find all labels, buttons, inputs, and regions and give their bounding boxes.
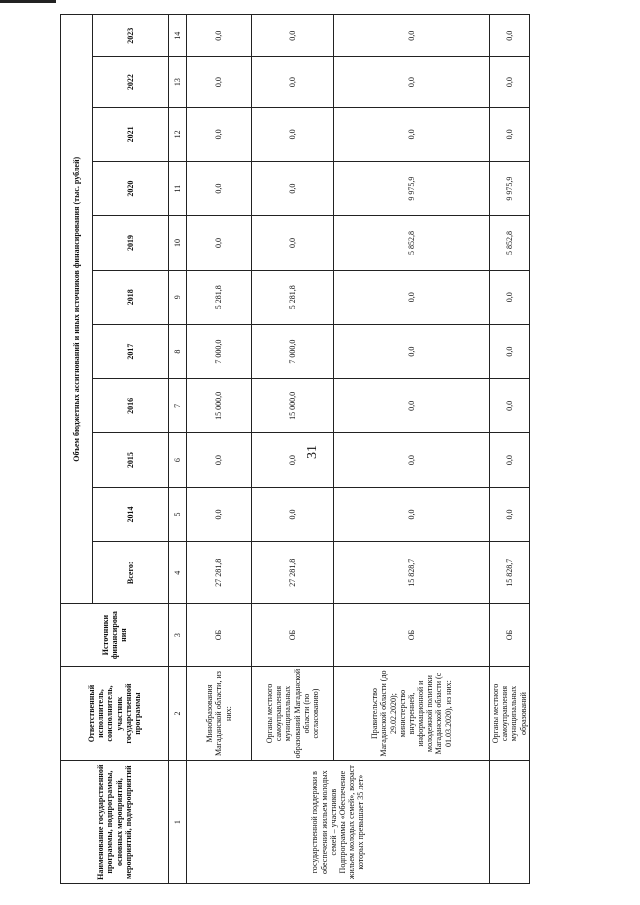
funding-table	[60, 14, 530, 884]
table-row	[334, 15, 490, 884]
col-number: 8	[169, 324, 187, 378]
value: 0,0	[187, 15, 252, 57]
header-year: 2014	[93, 487, 169, 541]
value: 0,0	[490, 433, 530, 487]
header-year: 2020	[93, 162, 169, 216]
value: 0,0	[490, 487, 530, 541]
value: 0,0	[187, 57, 252, 107]
scan-edge-mark	[0, 0, 56, 3]
source: ОБ	[490, 604, 530, 666]
header-executor: Ответственный исполнитель, соисполнитель, участник государственной программы	[61, 666, 169, 761]
empty-cell	[490, 761, 530, 884]
header-year: 2018	[93, 270, 169, 324]
header-year: 2017	[93, 324, 169, 378]
value: 0,0	[252, 57, 334, 107]
table-row	[187, 15, 252, 884]
value: 7 000,0	[187, 324, 252, 378]
value: 0,0	[187, 162, 252, 216]
table-row	[490, 15, 530, 884]
value: 0,0	[490, 15, 530, 57]
page-number: 31	[305, 445, 320, 459]
value: 0,0	[334, 107, 490, 161]
value: 5 281,8	[252, 270, 334, 324]
value: 0,0	[187, 216, 252, 270]
header-funding-title: Объем бюджетных ассигнований и иных источников финансирования (тыс. рублей)	[61, 15, 93, 604]
rotated-table-wrapper	[60, 14, 528, 884]
value: 9 975,9	[490, 162, 530, 216]
col-number: 13	[169, 57, 187, 107]
value: 0,0	[334, 433, 490, 487]
value: 0,0	[334, 270, 490, 324]
program-name: государственной поддержки в обеспечении жильем молодых семей – участников Подпрограммы «Обеспечение жильем молодых семей», возраст которых превышает 35 лет»	[187, 761, 490, 884]
value: 0,0	[490, 270, 530, 324]
value: 0,0	[252, 433, 334, 487]
source: ОБ	[187, 604, 252, 666]
header-year: 2019	[93, 216, 169, 270]
value: 15 000,0	[187, 379, 252, 433]
value: 0,0	[187, 433, 252, 487]
source: ОБ	[252, 604, 334, 666]
total: 27 281,8	[187, 542, 252, 604]
col-number: 5	[169, 487, 187, 541]
col-number: 1	[169, 761, 187, 884]
value: 7 000,0	[252, 324, 334, 378]
table-row	[252, 15, 334, 884]
executor: Органы местного самоуправления муниципальных образований Магаданской области (по согласованию)	[252, 666, 334, 761]
value: 5 852,8	[490, 216, 530, 270]
executor: Органы местного самоуправления муниципальных образований	[490, 666, 530, 761]
value: 0,0	[334, 379, 490, 433]
total: 15 828,7	[334, 542, 490, 604]
value: 0,0	[490, 324, 530, 378]
value: 0,0	[490, 379, 530, 433]
value: 5 852,8	[334, 216, 490, 270]
value: 15 000,0	[252, 379, 334, 433]
total: 27 281,8	[252, 542, 334, 604]
header-total: Всего:	[93, 542, 169, 604]
header-name: Наименование государственной программы, подпрограммы, основных мероприятий, мероприятий, подмероприятий	[61, 761, 169, 884]
value: 0,0	[334, 324, 490, 378]
header-year: 2015	[93, 433, 169, 487]
header-year: 2022	[93, 57, 169, 107]
executor: Правительство Магаданской области (до 29.02.2020); министерство внутренней, информационной и молодежной политики Магаданской области (с 01.03.2020), из них:	[334, 666, 490, 761]
col-number: 10	[169, 216, 187, 270]
header-year: 2016	[93, 379, 169, 433]
value: 0,0	[252, 15, 334, 57]
total: 15 828,7	[490, 542, 530, 604]
value: 0,0	[252, 107, 334, 161]
executor: Минобразования Магаданской области, из них:	[187, 666, 252, 761]
value: 0,0	[490, 107, 530, 161]
value: 0,0	[252, 162, 334, 216]
col-number: 4	[169, 542, 187, 604]
value: 0,0	[187, 107, 252, 161]
col-number: 9	[169, 270, 187, 324]
col-number: 6	[169, 433, 187, 487]
col-number: 2	[169, 666, 187, 761]
header-year: 2023	[93, 15, 169, 57]
header-year: 2021	[93, 107, 169, 161]
col-number: 12	[169, 107, 187, 161]
value: 0,0	[490, 57, 530, 107]
value: 9 975,9	[334, 162, 490, 216]
value: 0,0	[334, 57, 490, 107]
value: 0,0	[187, 487, 252, 541]
col-number: 11	[169, 162, 187, 216]
col-number: 7	[169, 379, 187, 433]
header-source: Источники финансирова ния	[61, 604, 169, 666]
value: 0,0	[334, 487, 490, 541]
value: 0,0	[334, 15, 490, 57]
value: 0,0	[252, 487, 334, 541]
col-number: 3	[169, 604, 187, 666]
source: ОБ	[334, 604, 490, 666]
value: 5 281,8	[187, 270, 252, 324]
col-number: 14	[169, 15, 187, 57]
value: 0,0	[252, 216, 334, 270]
